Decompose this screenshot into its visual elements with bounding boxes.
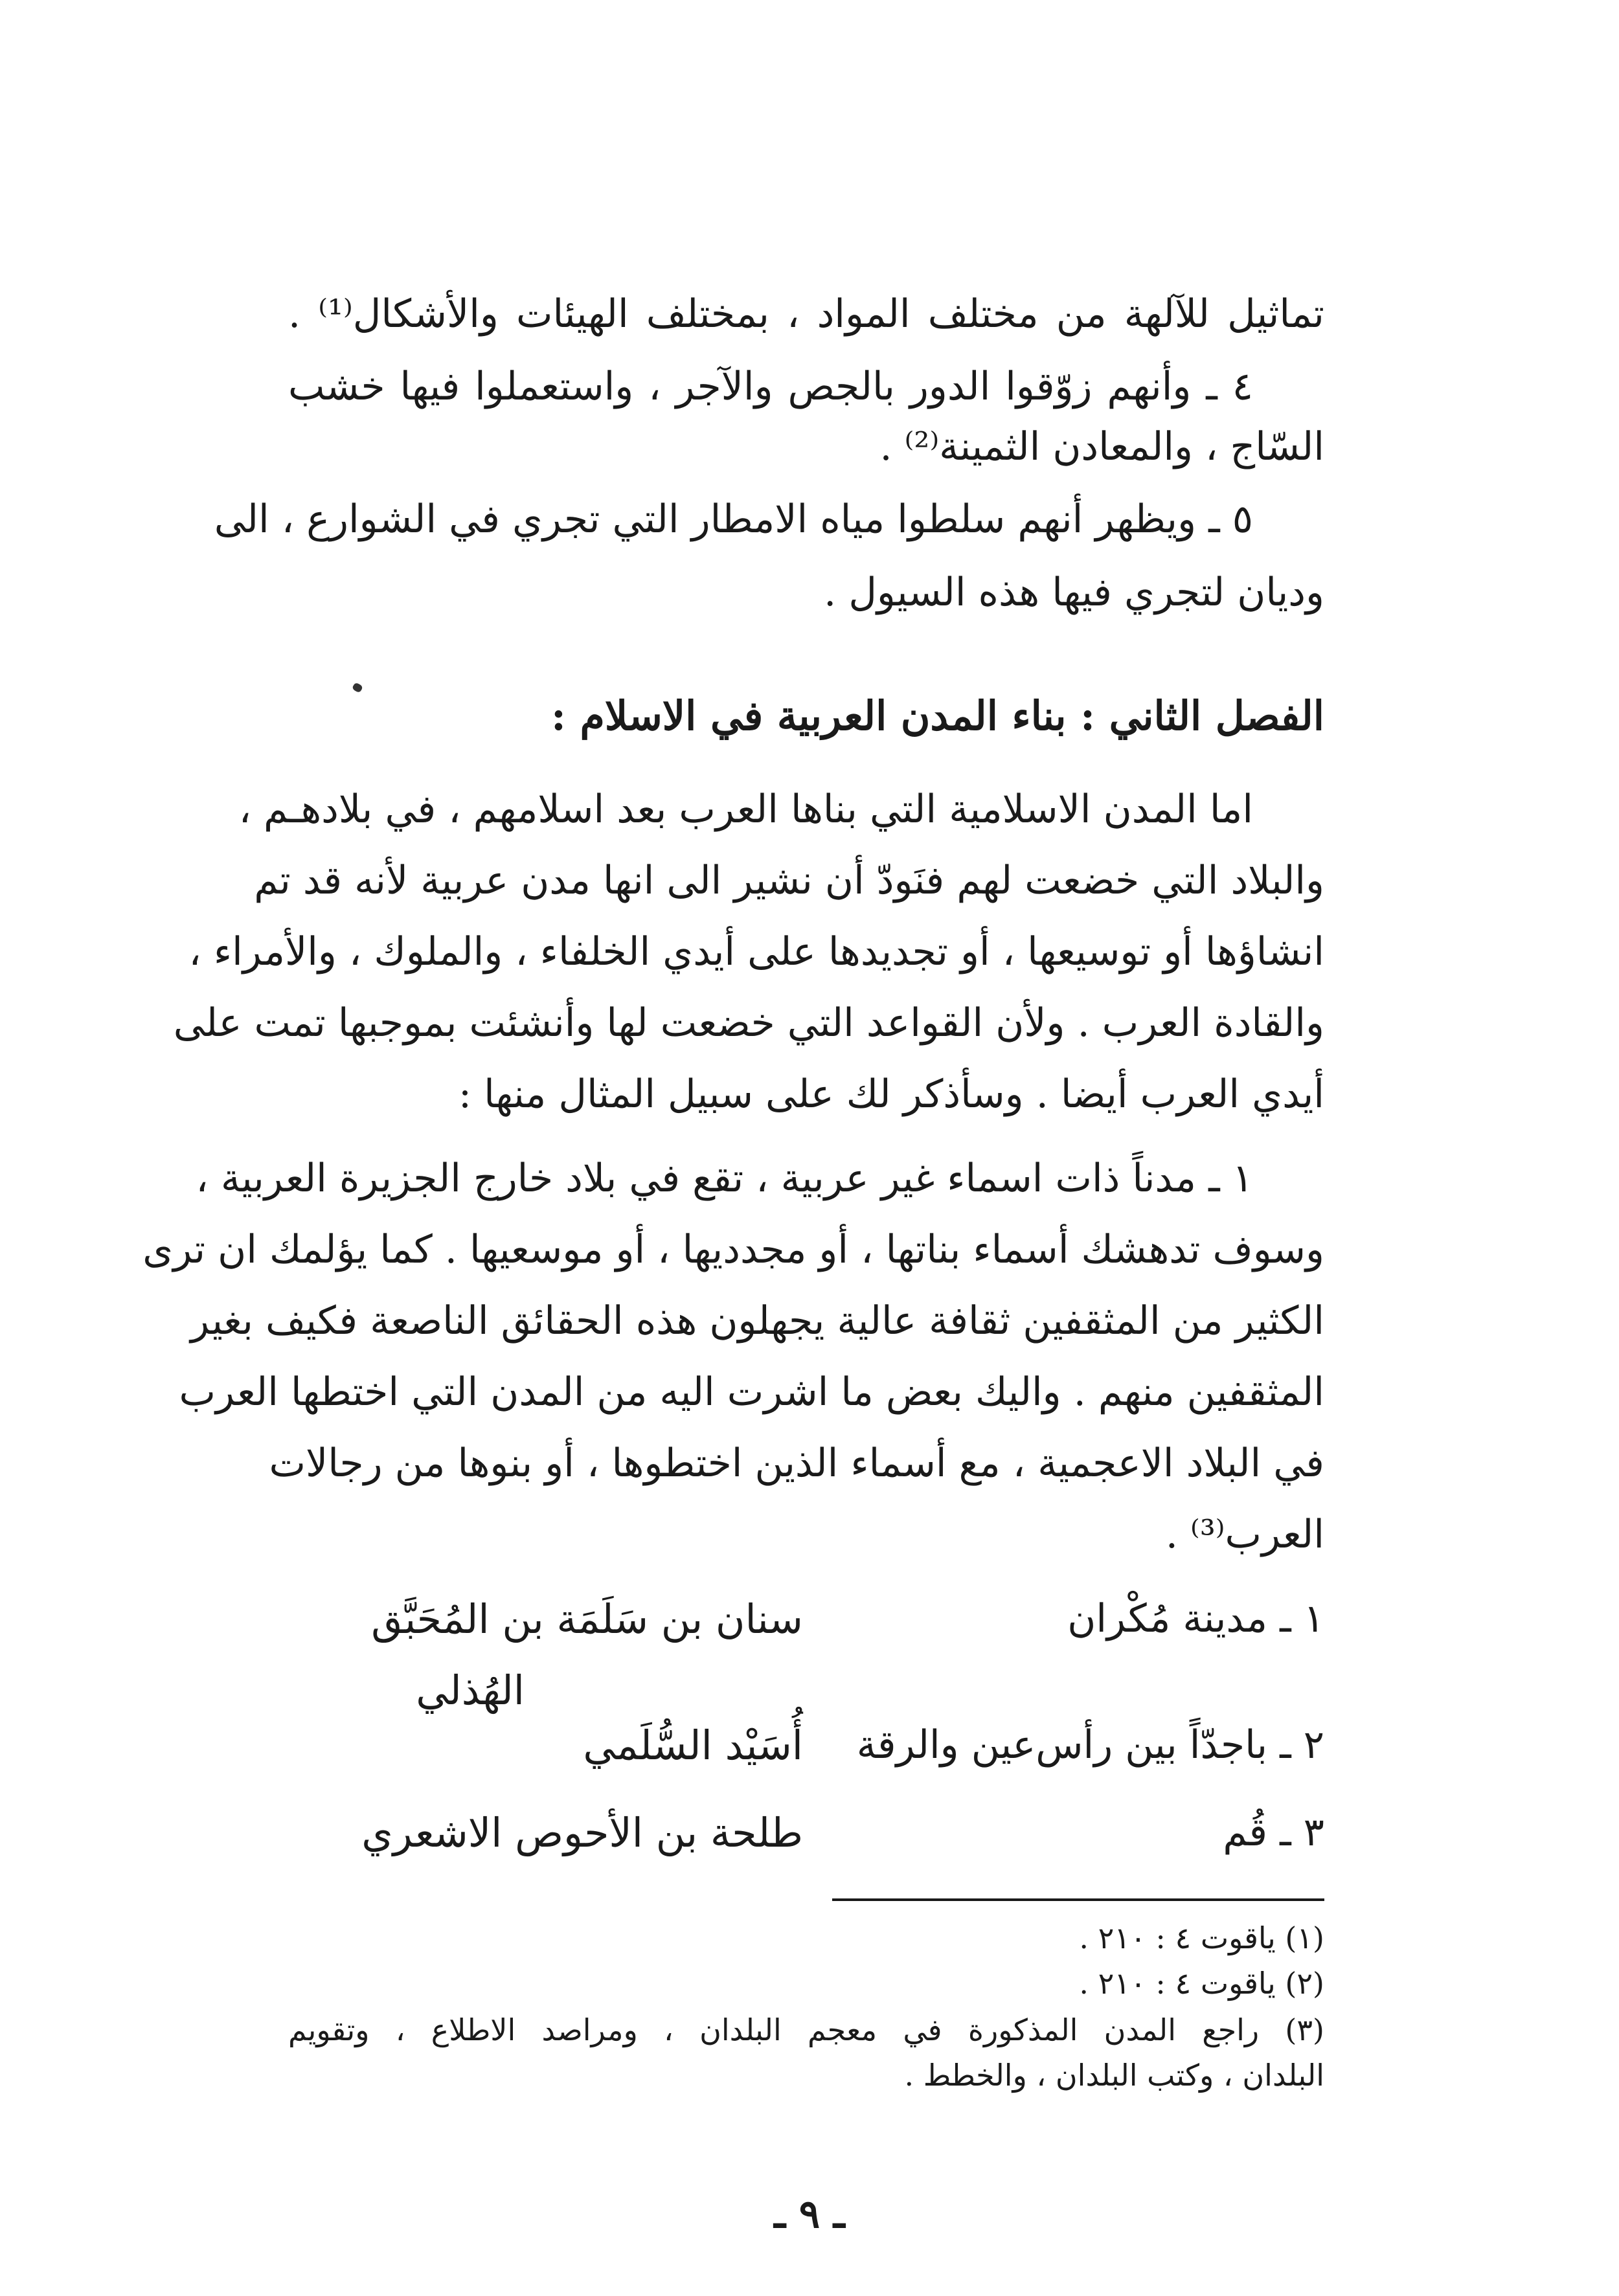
paragraph-line: اما المدن الاسلامية التي بناها العرب بعد اسلامهم ، في بلادهـم ، [238,787,1253,832]
paragraph-line: في البلاد الاعجمية ، مع أسماء الذين اختطوها ، أو بنوها من رجالات [269,1441,1324,1486]
print-speck [352,682,363,693]
city-name: ٣ ـ قُم [1223,1810,1324,1855]
city-name: ١ ـ مدينة مُكْران [1067,1596,1324,1641]
city-founder: أُسَيْد السُّلَمي [583,1722,803,1769]
paragraph-line: ١ ـ مدناً ذات اسماء غير عربية ، تقع في بلاد خارج الجزيرة العربية ، [196,1156,1253,1201]
paragraph-line: العرب⁽³⁾ . [1165,1512,1324,1557]
paragraph-line: المثقفين منهم . واليك بعض ما اشرت اليه من المدن التي اختطها العرب [179,1369,1324,1415]
footnote-separator [832,1898,1324,1901]
footnote: البلدان ، وكتب البلدان ، والخطط . [904,2058,1324,2093]
footnote: (١) ياقوت ٤ : ٢١٠ . [1079,1920,1324,1955]
footnote: (٢) ياقوت ٤ : ٢١٠ . [1079,1966,1324,2001]
paragraph-line: أيدي العرب أيضا . وسأذكر لك على سبيل المثال منها : [458,1072,1324,1117]
paragraph-line: الكثير من المثقفين ثقافة عالية يجهلون هذه الحقائق الناصعة فكيف بغير [190,1298,1324,1344]
city-founder-cont: الهُذلي [416,1667,525,1714]
paragraph-line: والقادة العرب . ولأن القواعد التي خضعت لها وأنشئت بموجبها تمت على [173,1000,1324,1046]
chapter-heading: الفصل الثاني : بناء المدن العربية في الاسلام : [550,692,1324,739]
paragraph-line: وسوف تدهشك أسماء بناتها ، أو مجدديها ، أو موسعيها . كما يؤلمك ان ترى [142,1227,1324,1272]
page-number: ـ ٩ ـ [774,2192,845,2237]
body-line: السّاج ، والمعادن الثمينة⁽²⁾ . [879,424,1324,469]
list-item-5: ٥ ـ ويظهر أنهم سلطوا مياه الامطار التي تجري في الشوارع ، الى [214,497,1253,542]
city-founder: سنان بن سَلَمَة بن المُحَبَّق [371,1595,803,1643]
paragraph-line: والبلاد التي خضعت لهم فنَودّ أن نشير الى انها مدن عربية لأنه قد تم [254,858,1324,903]
city-founder: طلحة بن الأحوص الاشعري [361,1809,803,1856]
paragraph-line: انشاؤها أو توسيعها ، أو تجديدها على أيدي الخلفاء ، والملوك ، والأمراء ، [188,929,1324,974]
footnote: (٣) راجع المدن المذكورة في معجم البلدان ، ومراصد الاطلاع ، وتقويم [288,2012,1324,2047]
body-line: تماثيل للآلهة من مختلف المواد ، بمختلف الهيئات والأشكال⁽¹⁾ . [288,291,1324,337]
list-item-4: ٤ ـ وأنهم زوّقوا الدور بالجص والآجر ، واستعملوا فيها خشب [288,364,1253,409]
city-name: ٢ ـ باجدّاً بين رأس‌عين والرقة [856,1722,1324,1768]
body-line: وديان لتجري فيها هذه السيول . [824,570,1324,615]
